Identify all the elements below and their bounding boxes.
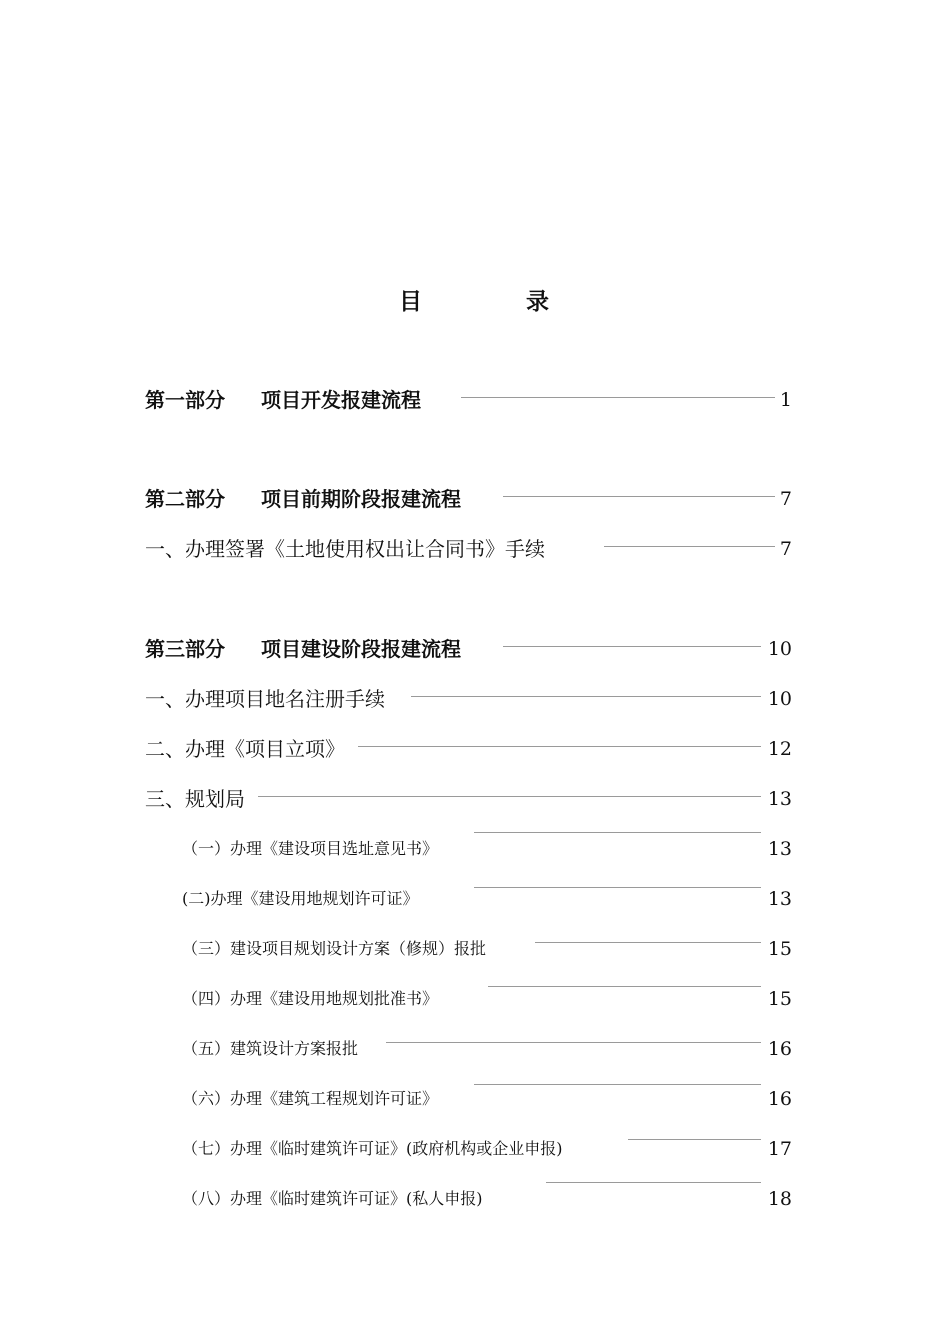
- toc-page-number: 13: [767, 888, 792, 910]
- toc-page-number: 17: [767, 1138, 792, 1160]
- toc-entry-part-3[interactable]: [0, 634, 950, 664]
- toc-leader-line: [546, 1182, 761, 1183]
- toc-heading-char-2: 录: [526, 288, 549, 315]
- toc-leader-line: [386, 1042, 761, 1043]
- toc-leader-line: [358, 746, 761, 747]
- toc-subentry-6[interactable]: [0, 1084, 950, 1114]
- toc-page-number: 7: [779, 538, 792, 560]
- toc-leader-line: [503, 496, 775, 497]
- toc-entry-text: （五）建筑设计方案报批: [182, 1039, 359, 1058]
- toc-subentry-8[interactable]: [0, 1184, 950, 1214]
- toc-page-number: 7: [779, 488, 792, 510]
- toc-entry-place-name[interactable]: [0, 684, 950, 714]
- toc-part-title: 项目开发报建流程: [261, 388, 421, 412]
- toc-subentry-2[interactable]: [0, 884, 950, 914]
- toc-entry-planning-bureau[interactable]: [0, 784, 950, 814]
- toc-leader-line: [604, 546, 775, 547]
- toc-leader-line: [474, 887, 761, 888]
- toc-page-number: 13: [767, 788, 792, 810]
- toc-page-number: 1: [779, 389, 792, 411]
- toc-page-number: 16: [767, 1038, 792, 1060]
- toc-page-number: 13: [767, 838, 792, 860]
- toc-leader-line: [488, 986, 761, 987]
- toc-leader-line: [474, 832, 761, 833]
- toc-leader-line: [535, 942, 761, 943]
- toc-page-number: 15: [767, 988, 792, 1010]
- toc-leader-line: [258, 796, 761, 797]
- toc-entry-part-2[interactable]: [0, 484, 950, 514]
- toc-entry-text: 三、规划局: [145, 787, 245, 811]
- toc-part-label: 第三部分: [145, 637, 225, 661]
- toc-entry-land-contract[interactable]: [0, 534, 950, 564]
- toc-entry-text: 二、办理《项目立项》: [145, 737, 345, 761]
- toc-part-title: 项目建设阶段报建流程: [261, 637, 461, 661]
- toc-entry-text: （三）建设项目规划设计方案（修规）报批: [182, 939, 487, 958]
- toc-entry-text: （六）办理《建筑工程规划许可证》: [182, 1089, 439, 1108]
- toc-subentry-1[interactable]: [0, 834, 950, 864]
- toc-entry-text: （一）办理《建设项目选址意见书》: [182, 839, 439, 858]
- toc-subentry-5[interactable]: [0, 1034, 950, 1064]
- toc-part-label: 第一部分: [145, 388, 225, 412]
- toc-entry-text: [145, 484, 461, 514]
- toc-leader-line: [503, 646, 761, 647]
- toc-entry-text: （八）办理《临时建筑许可证》(私人申报): [182, 1189, 483, 1208]
- toc-entry-text: (二)办理《建设用地规划许可证》: [182, 889, 419, 908]
- toc-entry-text: （七）办理《临时建筑许可证》(政府机构或企业申报): [182, 1139, 563, 1158]
- toc-leader-line: [461, 397, 775, 398]
- toc-part-label: 第二部分: [145, 487, 225, 511]
- toc-subentry-7[interactable]: [0, 1134, 950, 1164]
- toc-page-number: 18: [767, 1188, 792, 1210]
- toc-heading-char-1: 目: [399, 288, 422, 315]
- toc-subentry-4[interactable]: [0, 984, 950, 1014]
- toc-entry-text: 一、办理签署《土地使用权出让合同书》手续: [145, 537, 545, 561]
- toc-leader-line: [411, 696, 761, 697]
- toc-part-title: 项目前期阶段报建流程: [261, 487, 461, 511]
- toc-leader-line: [628, 1139, 761, 1140]
- toc-entry-text: [145, 634, 461, 664]
- toc-entry-text: [145, 385, 421, 415]
- toc-leader-line: [474, 1084, 761, 1085]
- toc-entry-text: 一、办理项目地名注册手续: [145, 687, 385, 711]
- toc-page-number: 12: [767, 738, 792, 760]
- toc-page-number: 16: [767, 1088, 792, 1110]
- toc-heading: [0, 284, 950, 320]
- toc-page-number: 10: [767, 688, 792, 710]
- toc-entry-text: （四）办理《建设用地规划批准书》: [182, 989, 439, 1008]
- toc-page-number: 10: [767, 638, 792, 660]
- toc-entry-project-approval[interactable]: [0, 734, 950, 764]
- toc-entry-part-1[interactable]: [0, 385, 950, 415]
- toc-page-number: 15: [767, 938, 792, 960]
- toc-subentry-3[interactable]: [0, 934, 950, 964]
